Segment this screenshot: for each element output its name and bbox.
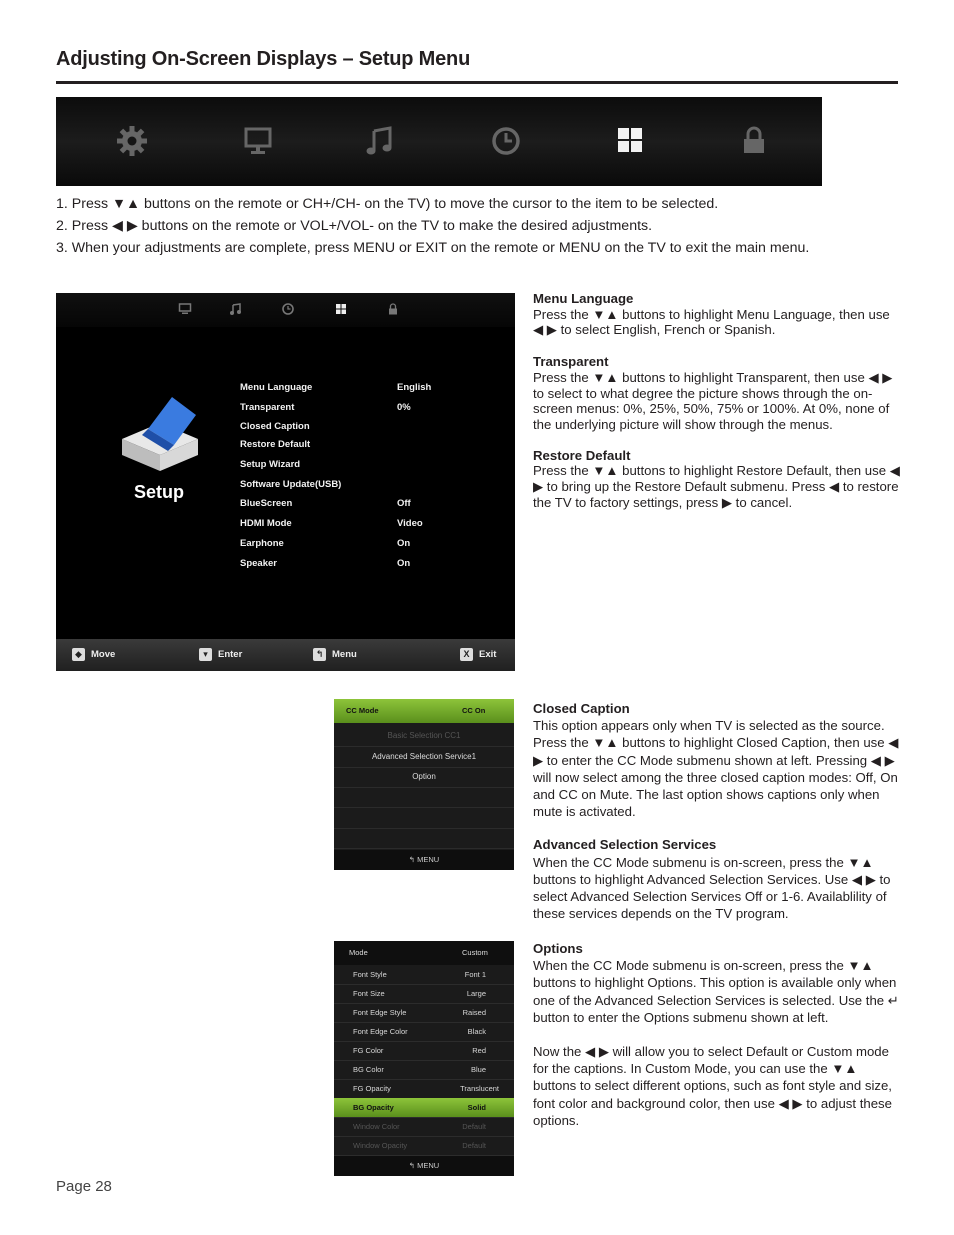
setup-value-transparent: 0%	[397, 402, 411, 413]
step-1: 1. Press ▼▲ buttons on the remote or CH+/CH- on the TV) to move the cursor to the item to be selected.	[56, 196, 719, 212]
setup-item-menu-language[interactable]: Menu Language	[240, 382, 313, 393]
cc-basic-selection[interactable]: Basic Selection CC1	[334, 726, 514, 747]
main-menu-bar	[56, 97, 822, 186]
options-mode-value: Custom	[462, 948, 488, 957]
heading-restore-default: Restore Default	[533, 447, 631, 463]
setup-value-earphone: On	[397, 538, 411, 549]
setup-item-speaker[interactable]: Speaker	[240, 558, 277, 569]
setup-item-setup-wizard[interactable]: Setup Wizard	[240, 459, 301, 470]
cc-empty-row	[334, 808, 514, 829]
clock-icon	[281, 302, 295, 316]
exit-icon: X	[460, 648, 473, 661]
setup-value-speaker: On	[397, 558, 411, 569]
cc-option[interactable]: Option	[334, 767, 514, 788]
setup-box-icon	[118, 393, 202, 473]
grid-icon	[334, 302, 348, 316]
option-name: Font Size	[353, 989, 385, 998]
option-window-opacity[interactable]	[334, 1136, 514, 1156]
cc-mode-menu	[334, 699, 514, 870]
option-value: Black	[467, 1027, 486, 1036]
instruction-steps	[56, 193, 936, 259]
option-name: Window Color	[353, 1122, 400, 1131]
clock-icon[interactable]	[488, 123, 524, 159]
option-name: Font Style	[353, 970, 387, 979]
setup-item-earphone[interactable]: Earphone	[240, 538, 284, 549]
cc-mode-value: CC On	[462, 706, 486, 715]
option-value: Translucent	[460, 1084, 499, 1093]
footer-enter-label: Enter	[218, 649, 243, 661]
page-title: Adjusting On-Screen Displays – Setup Menu	[56, 48, 471, 70]
option-bg-opacity[interactable]	[334, 1098, 514, 1118]
option-font-size[interactable]	[334, 984, 514, 1004]
setup-item-software-update[interactable]: Software Update(USB)	[240, 479, 342, 490]
option-name: Window Opacity	[353, 1141, 408, 1150]
option-bg-color[interactable]	[334, 1060, 514, 1080]
setup-footer	[56, 639, 515, 671]
cc-advanced-selection[interactable]: Advanced Selection Service1	[334, 747, 514, 768]
setup-item-closed-caption[interactable]: Closed Caption	[240, 421, 310, 432]
heading-menu-language: Menu Language	[533, 291, 634, 306]
footer-exit-label: Exit	[479, 649, 497, 661]
option-value: Blue	[470, 1065, 486, 1074]
page-number: Page 28	[56, 1178, 112, 1195]
option-value: Font 1	[464, 970, 486, 979]
options-mode-label: Mode	[349, 948, 368, 957]
setup-item-hdmi-mode[interactable]: HDMI Mode	[240, 518, 292, 529]
setup-item-transparent[interactable]: Transparent	[240, 402, 295, 413]
setup-label: Setup	[134, 482, 185, 502]
footer-enter[interactable]	[199, 648, 242, 661]
cc-descriptions	[533, 700, 901, 922]
setup-value-hdmi-mode: Video	[397, 518, 423, 529]
cc-empty-row	[334, 828, 514, 849]
option-font-edge-style[interactable]	[334, 1003, 514, 1023]
return-icon: ↰	[313, 648, 326, 661]
setup-menu-screenshot	[56, 293, 515, 671]
heading-transparent: Transparent	[533, 354, 609, 370]
option-name: BG Color	[353, 1065, 384, 1074]
options-menu	[334, 941, 514, 1176]
enter-icon: ▾	[199, 648, 212, 661]
text-options-1: When the CC Mode submenu is on-screen, press the ▼▲ buttons to highlight Options. This option is available only when one of the Advanced Selection Services is selected. Use the ↵ button to enter the Options submenu shown at left.	[533, 958, 899, 1025]
monitor-icon	[178, 302, 192, 316]
music-icon	[229, 302, 243, 316]
text-transparent: Press the ▼▲ buttons to highlight Transparent, then use ◀ ▶ to select to what degree the picture shows through the on-screen menus: 0%, 25%, 50%, 75% or 100%. At 0%, none of the underlying picture will show through the menus.	[533, 369, 893, 432]
cc-mode-label: CC Mode	[346, 706, 379, 715]
option-name: BG Opacity	[353, 1103, 394, 1112]
footer-menu[interactable]	[313, 648, 357, 661]
setup-tab-bar	[56, 293, 515, 327]
option-fg-color[interactable]	[334, 1041, 514, 1061]
option-value: Red	[472, 1046, 486, 1055]
cc-empty-row	[334, 787, 514, 808]
option-name: FG Opacity	[353, 1084, 391, 1093]
music-icon[interactable]	[362, 123, 398, 159]
option-value: Default	[462, 1122, 486, 1131]
lock-icon	[386, 302, 400, 316]
cc-mode-row[interactable]	[334, 699, 514, 723]
footer-move[interactable]	[72, 648, 115, 661]
setup-item-bluescreen[interactable]: BlueScreen	[240, 498, 293, 509]
options-menu-footer[interactable]: ↰ MENU	[334, 1156, 514, 1176]
option-fg-opacity[interactable]	[334, 1079, 514, 1099]
text-restore-default: Press the ▼▲ buttons to highlight Restore Default, then use ◀ ▶ to bring up the Restore Default submenu. Press ◀ to restore the TV to factory settings, press ▶ to cancel.	[533, 463, 900, 510]
options-descriptions	[533, 940, 901, 1129]
text-options-2: Now the ◀ ▶ will allow you to select Default or Custom mode for the captions. In Custom Mode, you can use the ▼▲ buttons to select different options, such as font style and size, font color and background color, then use ◀ ▶ to adjust these options.	[533, 1044, 892, 1128]
heading-advanced-selection: Advanced Selection Services	[533, 837, 717, 853]
step-3: 3. When your adjustments are complete, press MENU or EXIT on the remote or MENU on the TV to exit the main menu.	[56, 240, 810, 256]
lock-icon[interactable]	[736, 123, 772, 159]
option-font-edge-color[interactable]	[334, 1022, 514, 1042]
setup-descriptions	[533, 291, 901, 510]
option-value: Solid	[467, 1103, 486, 1112]
footer-menu-label: Menu	[332, 649, 357, 661]
option-name: Font Edge Color	[353, 1027, 408, 1036]
text-advanced-selection: When the CC Mode submenu is on-screen, press the ▼▲ buttons to highlight Advanced Selection Services. Use ◀ ▶ to select Advanced Selection Services Off or 1-6. Availablility of these services depends on the TV program.	[533, 854, 891, 922]
gear-icon[interactable]	[114, 123, 150, 159]
title-rule	[56, 81, 898, 84]
step-2: 2. Press ◀ ▶ buttons on the remote or VOL+/VOL- on the TV to make the desired adjustments.	[56, 218, 653, 234]
option-value: Raised	[462, 1008, 486, 1017]
option-name: Font Edge Style	[353, 1008, 407, 1017]
setup-value-menu-language: English	[397, 382, 432, 393]
text-menu-language: Press the ▼▲ buttons to highlight Menu Language, then use ◀ ▶ to select English, French or Spanish.	[533, 306, 890, 338]
text-closed-caption: This option appears only when TV is selected as the source. Press the ▼▲ buttons to highlight Closed Caption, then use ◀ ▶ to enter the CC Mode submenu shown at left. Pressing ◀ ▶ will now select among the three closed caption modes: Off, On and CC on Mute. The last option shows captions only when mute is activated.	[533, 718, 899, 820]
move-icon: ◆	[72, 648, 85, 661]
option-value: Large	[466, 989, 486, 998]
option-window-color[interactable]	[334, 1117, 514, 1137]
option-name: FG Color	[353, 1046, 384, 1055]
option-value: Default	[462, 1141, 486, 1150]
options-mode-row[interactable]	[334, 941, 514, 965]
monitor-icon[interactable]	[240, 123, 276, 159]
heading-closed-caption: Closed Caption	[533, 701, 630, 716]
setup-item-restore-default[interactable]: Restore Default	[240, 439, 311, 450]
footer-exit[interactable]	[460, 648, 496, 661]
option-font-style[interactable]	[334, 965, 514, 985]
footer-move-label: Move	[91, 649, 116, 661]
setup-value-bluescreen: Off	[397, 498, 411, 509]
grid-icon[interactable]	[612, 123, 648, 159]
cc-menu-footer[interactable]: ↰ MENU	[334, 850, 514, 870]
heading-options: Options	[533, 941, 583, 956]
